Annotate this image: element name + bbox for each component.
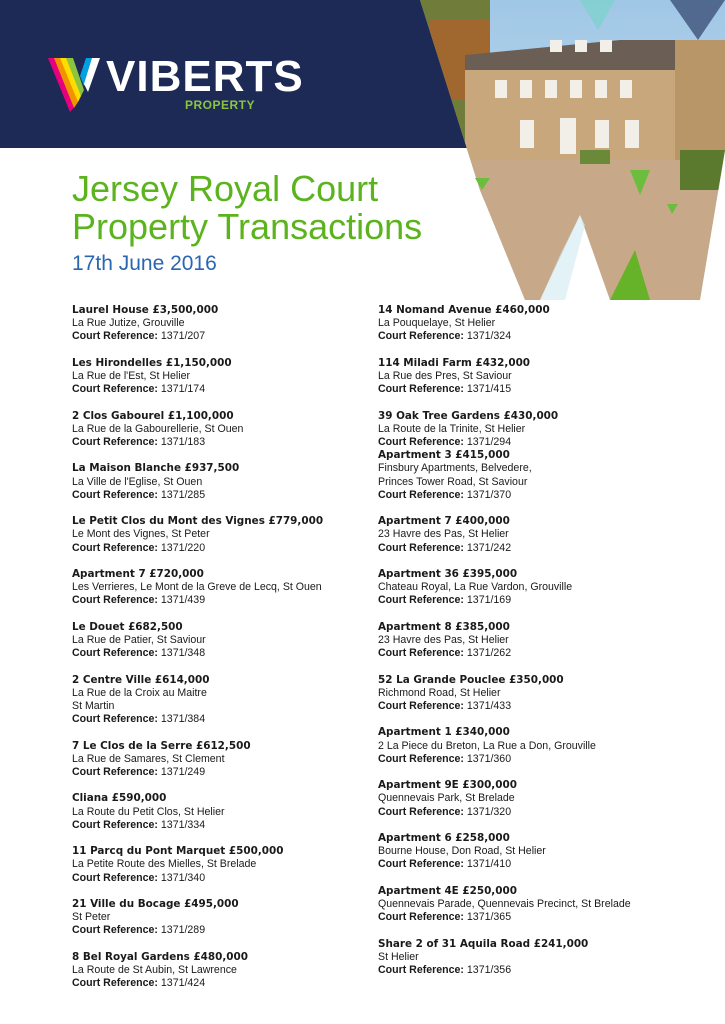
court-reference-label: Court Reference: (72, 977, 158, 990)
property-address: Quennevais Parade, Quennevais Precinct, St Brelade (378, 897, 631, 910)
court-reference-value: 1371/220 (160, 541, 206, 554)
court-reference (72, 647, 402, 660)
court-reference-value: 1371/348 (160, 647, 206, 660)
court-reference-value: 1371/433 (466, 700, 512, 712)
court-reference (72, 436, 402, 449)
court-reference (72, 594, 402, 607)
transaction-entry (72, 951, 402, 991)
court-reference (72, 872, 402, 885)
court-reference-label: Court Reference: (72, 436, 158, 448)
property-name-price: 8 Bel Royal Gardens £480,000 (72, 950, 249, 963)
property-name-price: 39 Oak Tree Gardens £430,000 (378, 409, 559, 422)
court-reference-value: 1371/289 (160, 924, 206, 937)
court-reference-label: Court Reference: (378, 647, 464, 660)
court-reference (72, 330, 402, 343)
transaction-entry (378, 410, 708, 450)
court-reference (378, 806, 708, 819)
court-reference (378, 542, 708, 555)
property-address: La Rue de Samares, St Clement (72, 752, 225, 765)
property-address: Princes Tower Road, St Saviour (378, 475, 528, 488)
transaction-entry (378, 621, 708, 661)
property-name-price: Laurel House £3,500,000 (72, 304, 219, 316)
property-address: La Rue de l'Est, St Helier (72, 370, 191, 382)
court-reference (378, 964, 708, 977)
property-name-price: 2 Clos Gabourel £1,100,000 (72, 409, 234, 422)
court-reference (72, 766, 402, 779)
transaction-entry (72, 410, 402, 450)
property-address: St Martin (72, 699, 115, 712)
court-reference-label: Court Reference: (378, 752, 464, 765)
court-reference (378, 489, 708, 502)
property-address: La Pouquelaye, St Helier (378, 317, 496, 330)
property-address: La Rue de la Croix au Maitre (72, 686, 207, 699)
court-reference-value: 1371/285 (160, 488, 206, 501)
property-address: Quennevais Park, St Brelade (378, 792, 515, 805)
transaction-entry (72, 740, 402, 780)
court-reference-value: 1371/249 (160, 765, 206, 778)
court-reference-label: Court Reference: (378, 330, 464, 343)
transaction-entry (72, 898, 402, 938)
transaction-entry (72, 845, 402, 885)
court-reference (378, 700, 708, 713)
court-reference-label: Court Reference: (72, 594, 158, 607)
property-name-price: 52 La Grande Pouclee £350,000 (378, 673, 564, 686)
transaction-entry (378, 449, 708, 502)
transaction-entry (72, 357, 402, 397)
court-reference (72, 977, 402, 990)
court-reference-label: Court Reference: (72, 871, 158, 884)
transaction-entry (378, 674, 708, 714)
court-reference (378, 383, 708, 396)
court-reference-label: Court Reference: (72, 488, 158, 501)
court-reference-label: Court Reference: (72, 924, 158, 937)
property-name-price: Apartment 4E £250,000 (378, 884, 517, 897)
court-reference-value: 1371/356 (466, 963, 512, 976)
court-reference (72, 819, 402, 832)
transaction-entry (378, 726, 708, 766)
property-address: Chateau Royal, La Rue Vardon, Grouville (378, 581, 573, 594)
court-reference-label: Court Reference: (72, 713, 158, 726)
property-address: La Route de St Aubin, St Lawrence (72, 963, 237, 976)
court-reference-label: Court Reference: (378, 858, 464, 871)
transaction-entry (378, 357, 708, 397)
property-name-price: 114 Miladi Farm £432,000 (378, 356, 531, 369)
property-name-price: Le Petit Clos du Mont des Vignes £779,000 (72, 515, 324, 528)
property-address: 23 Havre des Pas, St Helier (378, 528, 509, 541)
court-reference-label: Court Reference: (72, 541, 158, 554)
title-block (72, 170, 422, 276)
property-address: 2 La Piece du Breton, La Rue a Don, Grouville (378, 739, 596, 752)
court-reference (378, 330, 708, 343)
transaction-entry (378, 832, 708, 872)
property-address: La Rue de Patier, St Saviour (72, 633, 206, 646)
court-reference-value: 1371/370 (466, 488, 512, 501)
viberts-logo (48, 52, 304, 114)
property-address: La Petite Route des Mielles, St Brelade (72, 858, 257, 871)
property-name-price: 21 Ville du Bocage £495,000 (72, 897, 239, 910)
court-reference (72, 383, 402, 396)
property-name-price: Apartment 3 £415,000 (378, 449, 510, 462)
property-address: La Route du Petit Clos, St Helier (72, 805, 225, 818)
brand-sub: PROPERTY (184, 98, 255, 112)
transaction-entry (378, 515, 708, 555)
transaction-entry (72, 462, 402, 502)
court-reference-label: Court Reference: (378, 488, 464, 501)
property-name-price: 11 Parcq du Pont Marquet £500,000 (72, 845, 284, 858)
court-reference-value: 1371/424 (160, 977, 206, 990)
transactions-right-column (378, 304, 708, 990)
property-address: La Ville de l'Eglise, St Ouen (72, 475, 203, 488)
property-address: Les Verrieres, Le Mont de la Greve de Lecq, St Ouen (72, 581, 322, 594)
logo-mark-icon (48, 54, 108, 116)
brand-name: VIBERTS (106, 52, 304, 101)
court-reference-value: 1371/169 (466, 594, 512, 607)
court-reference-value: 1371/262 (466, 647, 512, 660)
transactions-left-column (72, 304, 402, 1004)
court-reference (72, 713, 402, 726)
court-reference (378, 753, 708, 766)
transaction-entry (72, 674, 402, 727)
court-reference-value: 1371/415 (466, 383, 512, 396)
transaction-entry (72, 304, 402, 344)
property-name-price: Apartment 6 £258,000 (378, 831, 510, 844)
court-reference (378, 594, 708, 607)
court-reference-label: Court Reference: (378, 436, 464, 448)
property-address: St Helier (378, 950, 419, 963)
property-address: 23 Havre des Pas, St Helier (378, 634, 509, 646)
property-address: La Rue de la Gabourellerie, St Ouen (72, 422, 244, 435)
court-reference-label: Court Reference: (72, 818, 158, 831)
court-reference-value: 1371/183 (160, 436, 206, 448)
court-reference-value: 1371/207 (160, 330, 206, 343)
court-reference-value: 1371/384 (160, 713, 206, 726)
transaction-entry (378, 938, 708, 978)
court-reference (72, 924, 402, 937)
court-reference-label: Court Reference: (72, 765, 158, 778)
court-reference (378, 436, 708, 449)
court-reference-label: Court Reference: (378, 594, 464, 607)
property-name-price: Apartment 7 £400,000 (378, 515, 510, 528)
court-reference-value: 1371/334 (160, 818, 206, 831)
property-name-price: Apartment 1 £340,000 (378, 726, 510, 739)
property-name-price: 14 Nomand Avenue £460,000 (378, 304, 550, 316)
court-reference-label: Court Reference: (378, 805, 464, 818)
property-name-price: Apartment 9E £300,000 (378, 779, 517, 792)
property-address: La Route de la Trinite, St Helier (378, 422, 526, 435)
property-name-price: Cliana £590,000 (72, 792, 167, 805)
court-reference-value: 1371/360 (466, 752, 512, 765)
court-reference-value: 1371/242 (466, 541, 512, 554)
property-address: Richmond Road, St Helier (378, 686, 501, 699)
transaction-entry (378, 885, 708, 925)
court-reference-label: Court Reference: (72, 383, 158, 396)
transaction-entry (72, 621, 402, 661)
property-name-price: Apartment 36 £395,000 (378, 568, 518, 580)
transaction-entry (72, 792, 402, 832)
property-address: St Peter (72, 911, 111, 924)
property-address: Finsbury Apartments, Belvedere, (378, 462, 532, 475)
court-reference (72, 542, 402, 555)
property-address: Bourne House, Don Road, St Helier (378, 845, 546, 858)
property-name-price: Share 2 of 31 Aquila Road £241,000 (378, 937, 589, 950)
court-reference-label: Court Reference: (378, 700, 464, 712)
court-reference-label: Court Reference: (72, 330, 158, 343)
court-reference-label: Court Reference: (378, 383, 464, 396)
property-name-price: Apartment 8 £385,000 (378, 620, 510, 633)
transaction-entry (72, 568, 402, 608)
court-reference-value: 1371/410 (466, 858, 512, 871)
property-name-price: 2 Centre Ville £614,000 (72, 673, 210, 686)
property-name-price: Le Douet £682,500 (72, 620, 183, 633)
court-reference-value: 1371/324 (466, 330, 512, 343)
court-reference (378, 647, 708, 660)
page-title-line2: Property Transactions (72, 206, 423, 247)
transaction-entry (378, 304, 708, 344)
court-reference-value: 1371/174 (160, 383, 206, 396)
property-name-price: 7 Le Clos de la Serre £612,500 (72, 739, 251, 752)
property-name-price: Les Hirondelles £1,150,000 (72, 356, 232, 369)
court-reference (378, 858, 708, 871)
property-address: Le Mont des Vignes, St Peter (72, 528, 210, 541)
court-reference (378, 911, 708, 924)
court-reference-label: Court Reference: (378, 911, 464, 924)
transaction-entry (378, 568, 708, 608)
house-photo (420, 0, 725, 300)
court-reference-value: 1371/439 (160, 594, 206, 607)
court-reference-value: 1371/340 (160, 871, 206, 884)
court-reference-label: Court Reference: (378, 963, 464, 976)
court-reference (72, 489, 402, 502)
property-address: La Rue Jutize, Grouville (72, 317, 185, 330)
court-reference-value: 1371/294 (466, 436, 512, 448)
court-reference-label: Court Reference: (72, 647, 158, 660)
court-reference-value: 1371/320 (466, 805, 512, 818)
property-address: La Rue des Pres, St Saviour (378, 370, 512, 382)
transaction-entry (72, 515, 402, 555)
page-title-line1: Jersey Royal Court (72, 168, 379, 209)
transaction-entry (378, 779, 708, 819)
court-reference-value: 1371/365 (466, 911, 512, 924)
page-date: 17th June 2016 (72, 252, 217, 275)
court-reference-label: Court Reference: (378, 541, 464, 554)
property-name-price: La Maison Blanche £937,500 (72, 462, 240, 475)
property-name-price: Apartment 7 £720,000 (72, 567, 204, 580)
